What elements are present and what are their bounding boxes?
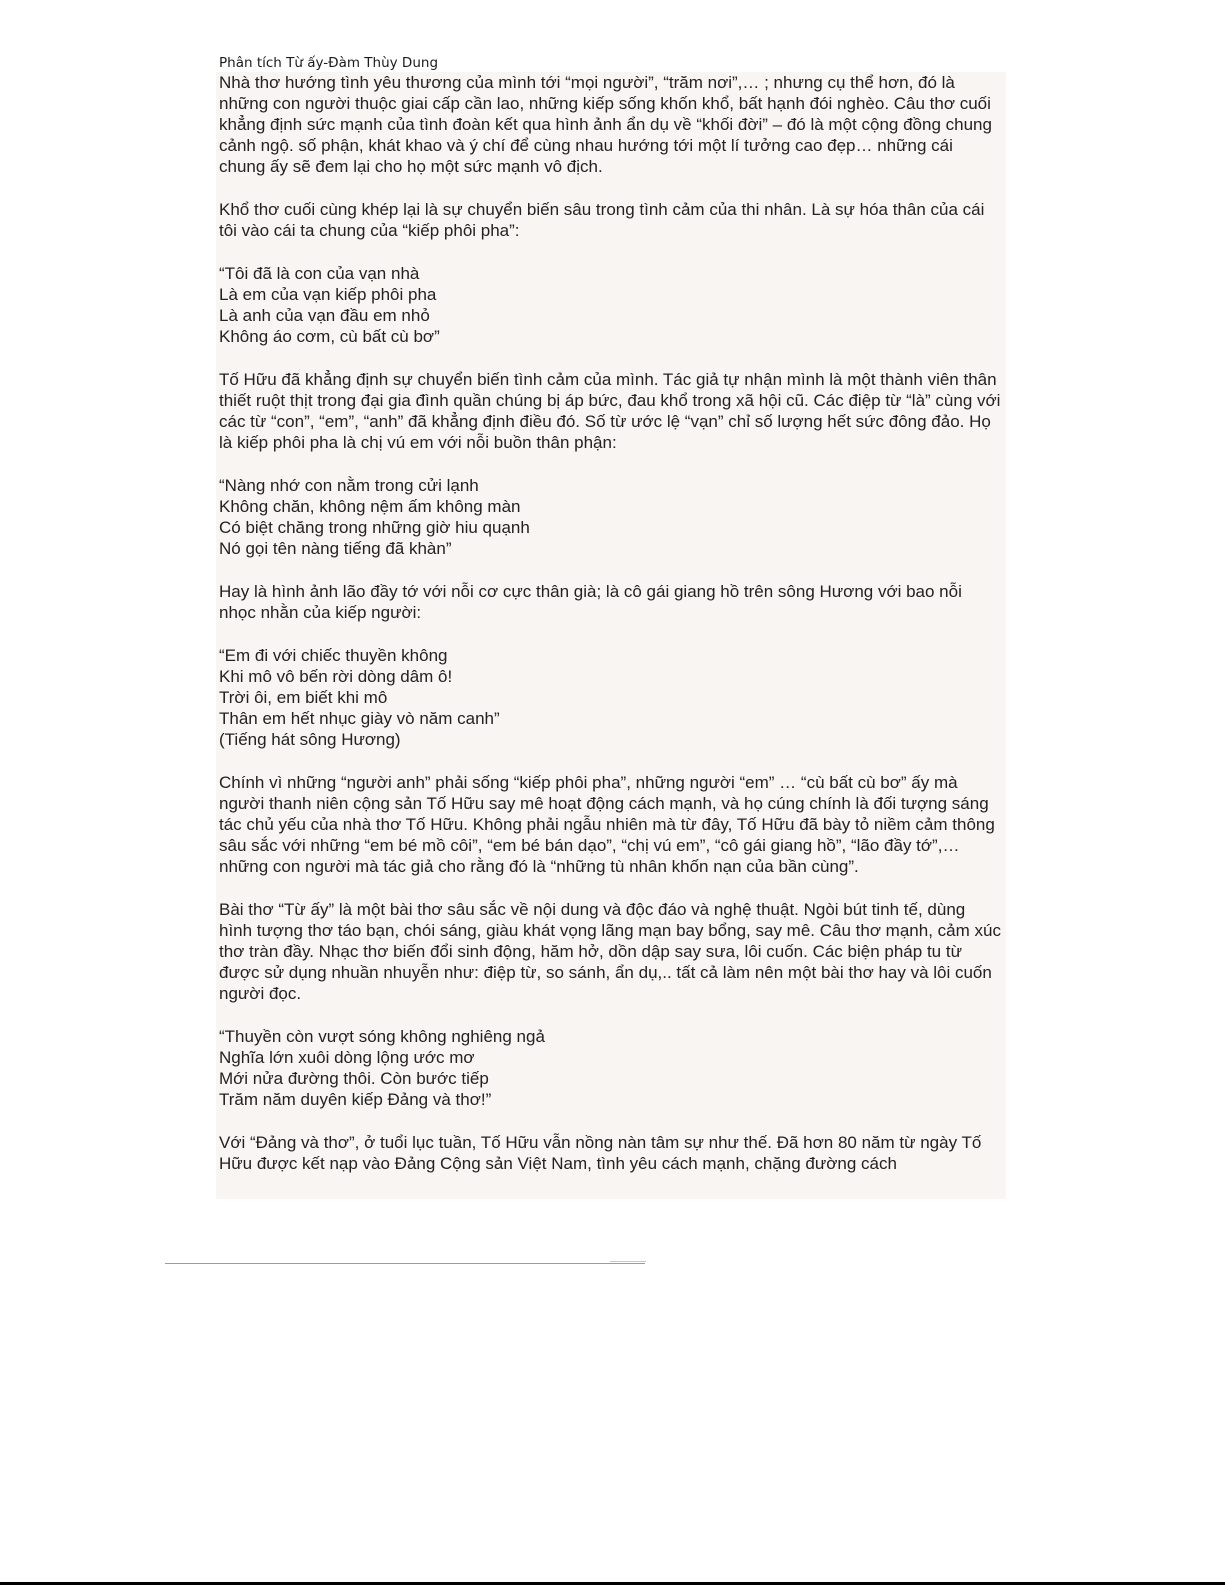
poem-line: Không áo cơm, cù bất cù bơ”: [219, 327, 440, 346]
paragraph: Hay là hình ảnh lão đầy tớ với nỗi cơ cực thân già; là cô gái giang hồ trên sông Hương với bao nỗi nhọc nhằn của kiếp người:: [219, 582, 962, 622]
paragraph: Nhà thơ hướng tình yêu thương của mình tới “mọi người”, “trăm nơi”,… ; nhưng cụ thể hơn, đó là những con người thuộc giai cấp cần lao, những kiếp sống khốn khổ, bất hạnh đói nghèo. Câu thơ cuối khẳng định sức mạnh của tình đoàn kết qua hình ảnh ẩn dụ về “khối đời” – đó là một cộng đồng chung cảnh ngộ. số phận, khát khao và ý chí để cùng nhau hướng tới một lí tưởng cao đẹp… những cái chung ấy sẽ đem lại cho họ một sức mạnh vô địch.: [219, 73, 992, 176]
poem-line: Thân em hết nhục giày vò năm canh”: [219, 709, 500, 728]
poem-line: (Tiếng hát sông Hương): [219, 730, 401, 749]
poem-line: Mới nửa đường thôi. Còn bước tiếp: [219, 1069, 489, 1088]
poem-stanza: [219, 263, 1002, 347]
paragraph: Khổ thơ cuối cùng khép lại là sự chuyển biến sâu trong tình cảm của thi nhân. Là sự hóa thân của cái tôi vào cái ta chung của “kiếp phôi pha”:: [219, 200, 985, 240]
poem-line: “Em đi với chiếc thuyền không: [219, 646, 448, 665]
poem-line: “Tôi đã là con của vạn nhà: [219, 264, 420, 283]
footnote-separator: [165, 1263, 645, 1264]
poem-line: Nó gọi tên nàng tiếng đã khàn”: [219, 539, 452, 558]
footnote-separator-end: [610, 1261, 646, 1262]
page-header: Phân tích Từ ấy-Đàm Thùy Dung: [219, 55, 439, 71]
paragraph: Chính vì những “người anh” phải sống “kiếp phôi pha”, những người “em” … “cù bất cù bơ” ấy mà người thanh niên cộng sản Tố Hữu say mê hoạt động cách mạnh, và họ cúng chính là đối tượng sáng tác chủ yếu của nhà thơ Tố Hữu. Không phải ngẫu nhiên mà từ đây, Tố Hữu đã bày tỏ niềm cảm thông sâu sắc với những “em bé mồ côi”, “em bé bán dạo”, “chị vú em”, “cô gái giang hồ”, “lão đầy tớ”,… những con người mà tác giả cho rằng đó là “những tù nhân khốn nạn của bần cùng”.: [219, 773, 995, 876]
poem-line: Là anh của vạn đầu em nhỏ: [219, 306, 430, 325]
paragraph: Tố Hữu đã khẳng định sự chuyển biến tình cảm của mình. Tác giả tự nhận mình là một thành viên thân thiết ruột thịt trong đại gia đình quần chúng bị áp bức, đau khổ trong xã hội cũ. Các điệp từ “là” cùng với các từ “con”, “em”, “anh” đã khẳng định điều đó. Số từ ước lệ “vạn” chỉ số lượng hết sức đông đảo. Họ là kiếp phôi pha là chị vú em với nỗi buồn thân phận:: [219, 370, 1001, 452]
poem-line: Nghĩa lớn xuôi dòng lộng ước mơ: [219, 1048, 475, 1067]
poem-stanza: [219, 475, 1002, 559]
poem-stanza: [219, 1026, 1002, 1110]
document-body: [216, 72, 1006, 1199]
poem-line: Có biệt chăng trong những giờ hiu quạnh: [219, 518, 530, 537]
poem-stanza: [219, 645, 1002, 750]
paragraph: Với “Đảng và thơ”, ở tuổi lục tuần, Tố Hữu vẫn nồng nàn tâm sự như thế. Đã hơn 80 năm từ ngày Tố Hữu được kết nạp vào Đảng Cộng sản Việt Nam, tình yêu cách mạnh, chặng đường cách: [219, 1133, 982, 1173]
poem-line: Là em của vạn kiếp phôi pha: [219, 285, 437, 304]
poem-line: Không chăn, không nệm ấm không màn: [219, 497, 521, 516]
poem-line: “Thuyền còn vượt sóng không nghiêng ngả: [219, 1027, 545, 1046]
poem-line: Trời ôi, em biết khi mô: [219, 688, 388, 707]
poem-line: Khi mô vô bến rời dòng dâm ô!: [219, 667, 453, 686]
poem-line: Trăm năm duyên kiếp Đảng và thơ!”: [219, 1090, 492, 1109]
paragraph: Bài thơ “Từ ấy” là một bài thơ sâu sắc về nội dung và độc đáo và nghệ thuật. Ngòi bút tinh tế, dùng hình tượng thơ táo bạn, chói sáng, giàu khát vọng lãng mạn bay bổng, say mê. Câu thơ mạnh, cảm xúc thơ tràn đầy. Nhạc thơ biến đổi sinh động, hăm hở, dồn dập say sưa, lôi cuốn. Các biện pháp tu từ được sử dụng nhuần nhuyễn như: điệp từ, so sánh, ẩn dụ,.. tất cả làm nên một bài thơ hay và lôi cuốn người đọc.: [219, 900, 1001, 1003]
poem-line: “Nàng nhớ con nằm trong cửi lạnh: [219, 476, 479, 495]
